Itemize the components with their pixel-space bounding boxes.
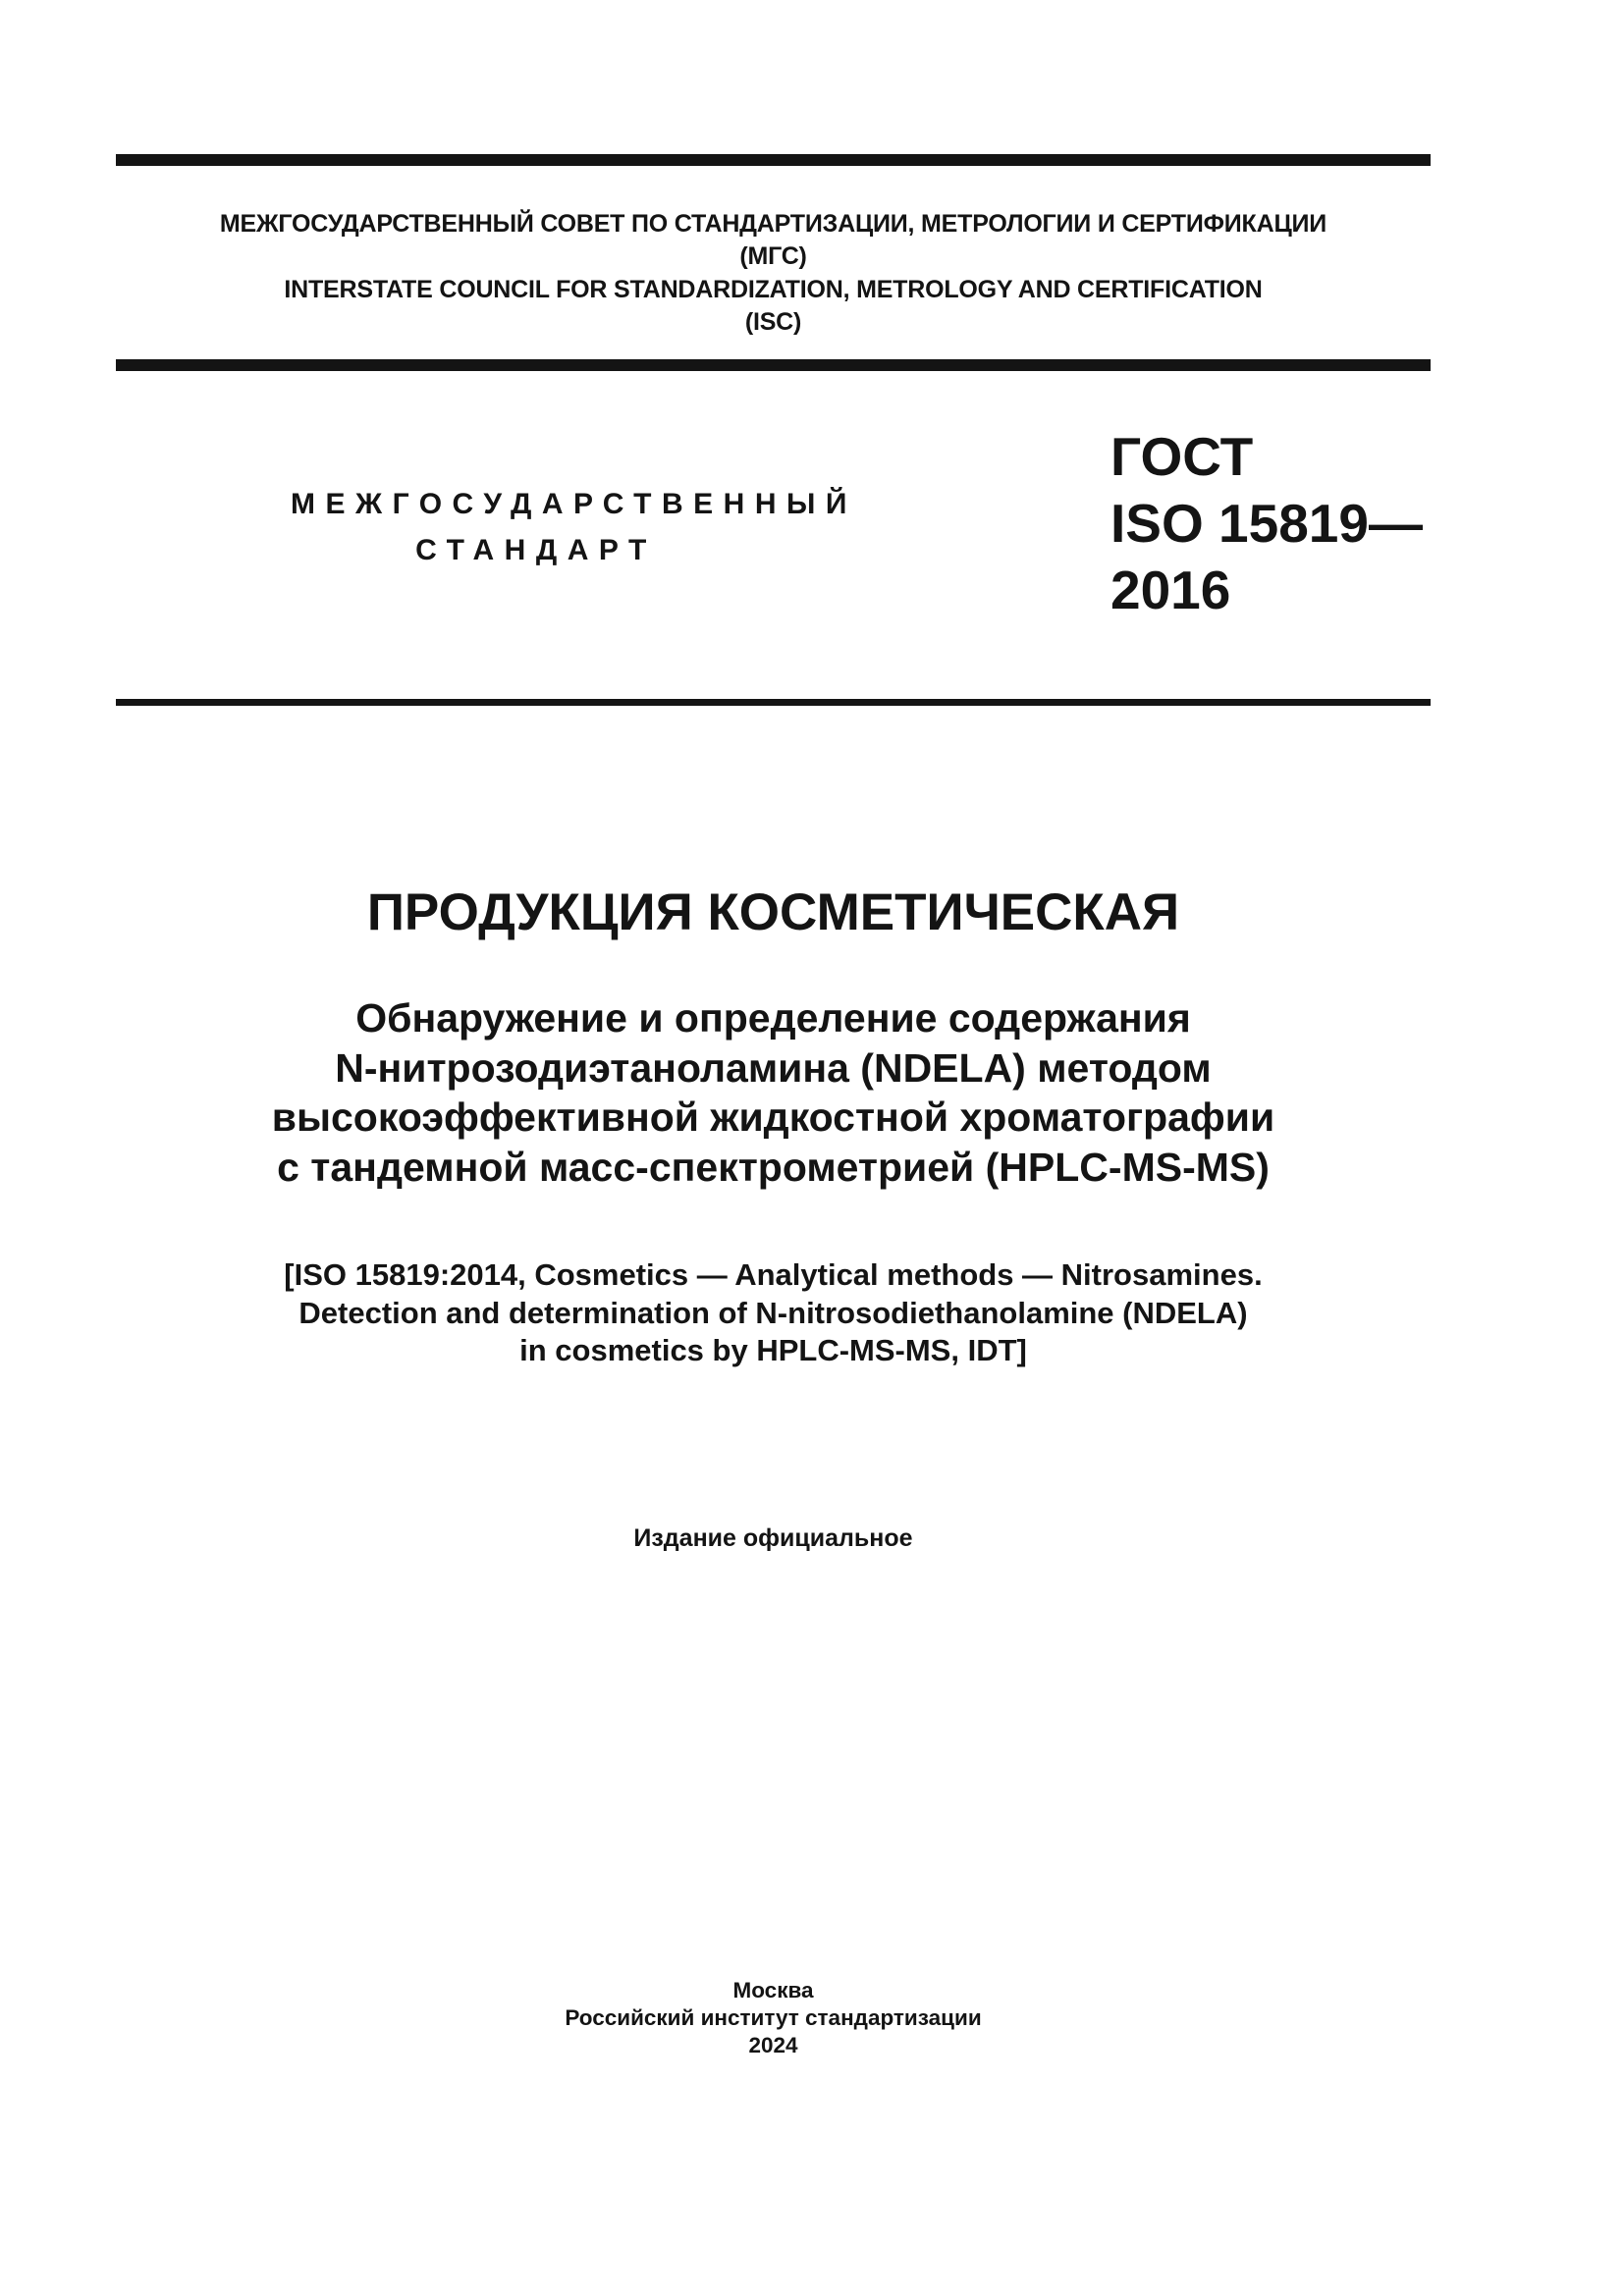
iso-reference-line-3: in cosmetics by HPLC-MS-MS, IDT] <box>519 1333 1027 1367</box>
iso-reference-line-2: Detection and determination of N-nitrosodiethanolamine (NDELA) <box>298 1295 1248 1330</box>
council-abbr-en: (ISC) <box>744 307 802 336</box>
publisher-footer <box>116 1977 1431 2059</box>
designation-divider-rule <box>116 699 1431 706</box>
document-title <box>116 883 1431 942</box>
council-name-en: INTERSTATE COUNCIL FOR STANDARDIZATION, METROLOGY AND CERTIFICATION <box>284 275 1263 303</box>
standard-type-line-2: СТАНДАРТ <box>415 534 657 566</box>
edition-note <box>116 1523 1431 1553</box>
designation-year: 2016 <box>1110 560 1231 620</box>
council-name-ru: МЕЖГОСУДАРСТВЕННЫЙ СОВЕТ ПО СТАНДАРТИЗАЦИИ, МЕТРОЛОГИИ И СЕРТИФИКАЦИИ <box>219 210 1327 238</box>
subtitle-line-1: Обнаружение и определение содержания <box>355 995 1191 1041</box>
iso-reference <box>116 1256 1431 1370</box>
edition-text: Издание официальное <box>633 1524 913 1552</box>
subtitle-line-3: высокоэффективной жидкостной хроматографии <box>271 1095 1275 1140</box>
subtitle-line-4: с тандемной масс-спектрометрией (HPLC-MS-MS) <box>277 1144 1270 1190</box>
publisher-name: Российский институт стандартизации <box>565 2005 982 2030</box>
top-rule <box>116 154 1431 166</box>
publication-year: 2024 <box>748 2033 798 2057</box>
header-divider-rule <box>116 359 1431 371</box>
council-abbr-ru: (МГС) <box>739 242 807 271</box>
publisher-city: Москва <box>732 1978 814 2002</box>
subtitle-line-2: N-нитрозодиэтаноламина (NDELA) методом <box>335 1044 1212 1091</box>
document-title-text: ПРОДУКЦИЯ КОСМЕТИЧЕСКАЯ <box>366 883 1180 941</box>
designation-number: ISO 15819— <box>1110 493 1423 554</box>
document-subtitle <box>116 993 1431 1192</box>
standard-designation <box>1110 423 1423 623</box>
council-header <box>116 208 1431 339</box>
iso-reference-line-1: [ISO 15819:2014, Cosmetics — Analytical methods — Nitrosamines. <box>284 1257 1263 1292</box>
standard-type-line-1: МЕЖГОСУДАРСТВЕННЫЙ <box>291 488 857 520</box>
designation-prefix: ГОСТ <box>1110 426 1254 487</box>
standard-type-label <box>291 481 857 573</box>
